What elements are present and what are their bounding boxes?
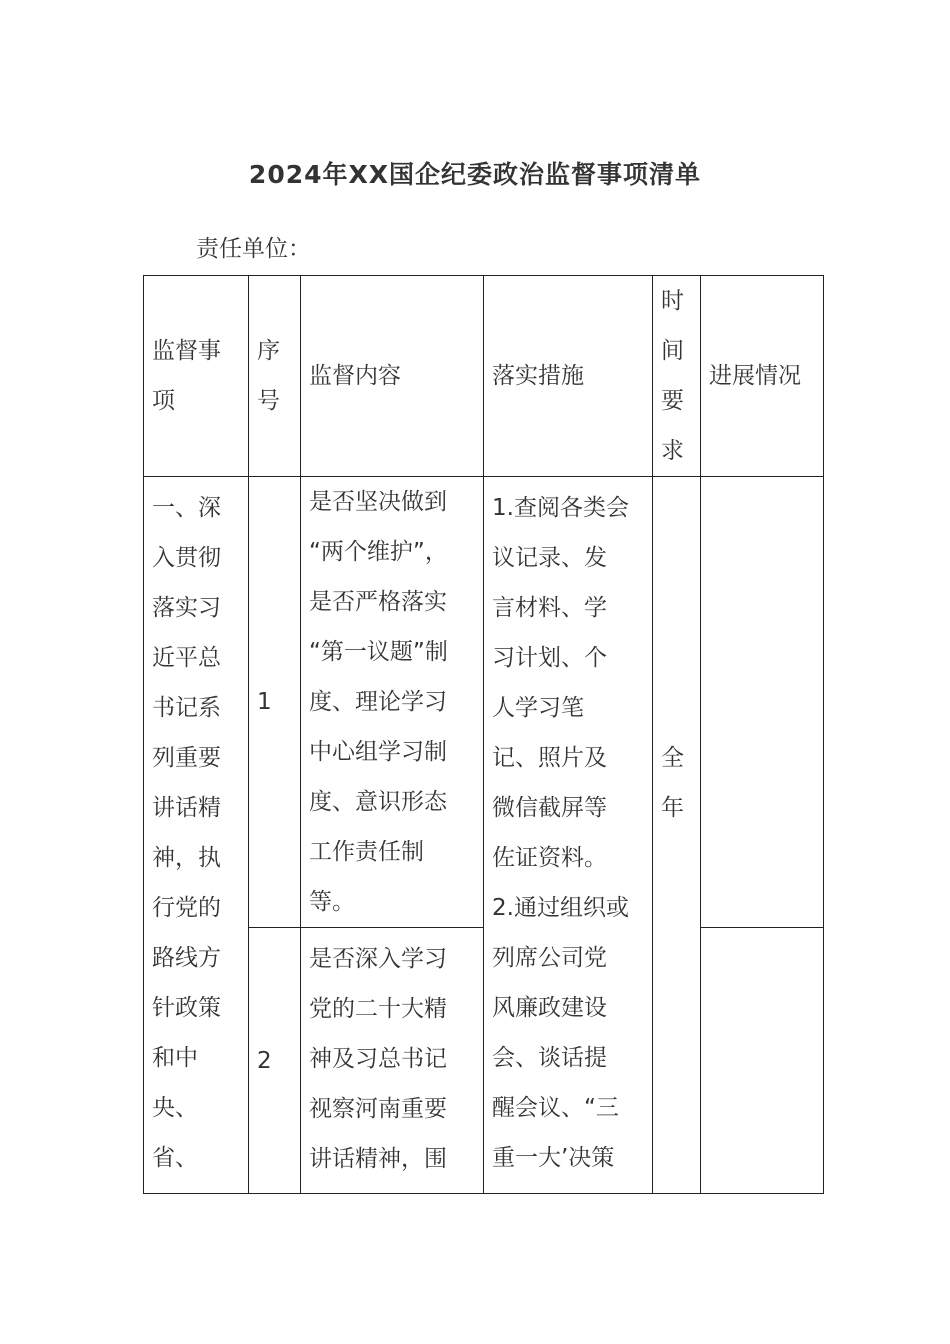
table-row [144, 477, 824, 928]
header-seq-cell [249, 276, 301, 477]
header-content-cell [301, 276, 484, 477]
seq-number-2: 2 [257, 1047, 272, 1074]
table-header-row [144, 276, 824, 477]
content-text-2: 是否深入学习 党的二十大精 神及习总书记 视察河南重要 讲话精神，围 [309, 946, 447, 1172]
supervision-item-cell [144, 477, 249, 1194]
progress-cell-1 [701, 477, 824, 928]
time-requirement-text: 全 年 [661, 745, 684, 821]
content-cell-1 [301, 477, 484, 928]
header-content: 监督内容 [309, 363, 401, 389]
content-cell-2 [301, 928, 484, 1194]
seq-cell-2 [249, 928, 301, 1194]
header-progress-cell [701, 276, 824, 477]
measures-cell [484, 477, 653, 1194]
supervision-item-text: 一、深 入贯彻 落实习 近平总 书记系 列重要 讲话精 神，执 行党的 路线方 针政策 和中 央、 省、 [152, 495, 221, 1171]
header-seq: 序 号 [257, 338, 280, 414]
header-item-cell [144, 276, 249, 477]
header-time: 时间要求 [661, 288, 684, 464]
header-item: 监督事 项 [152, 338, 221, 414]
progress-cell-2 [701, 928, 824, 1194]
header-progress: 进展情况 [709, 363, 801, 389]
seq-cell-1 [249, 477, 301, 928]
document-title: 2024年XX国企纪委政治监督事项清单 [248, 160, 702, 189]
header-measures: 落实措施 [492, 363, 584, 389]
time-requirement-cell [653, 477, 701, 1194]
header-time-cell [653, 276, 701, 477]
measures-text: 1.查阅各类会 议记录、发 言材料、学 习计划、个 人学习笔 记、照片及 微信截屏等 佐证资料。 2.通过组织或 列席公司党 风廉政建设 会、谈话提 醒会议、“三 重一大’决策 [492, 495, 629, 1171]
responsible-unit-label: 责任单位： [196, 236, 311, 262]
header-measures-cell [484, 276, 653, 477]
supervision-table [143, 275, 824, 1194]
seq-number-1: 1 [257, 689, 272, 715]
content-text-1: 是否坚决做到 “两个维护”， 是否严格落实 “第一议题”制 度、理论学习 中心组学习制 度、意识形态 工作责任制 等。 [309, 489, 448, 915]
